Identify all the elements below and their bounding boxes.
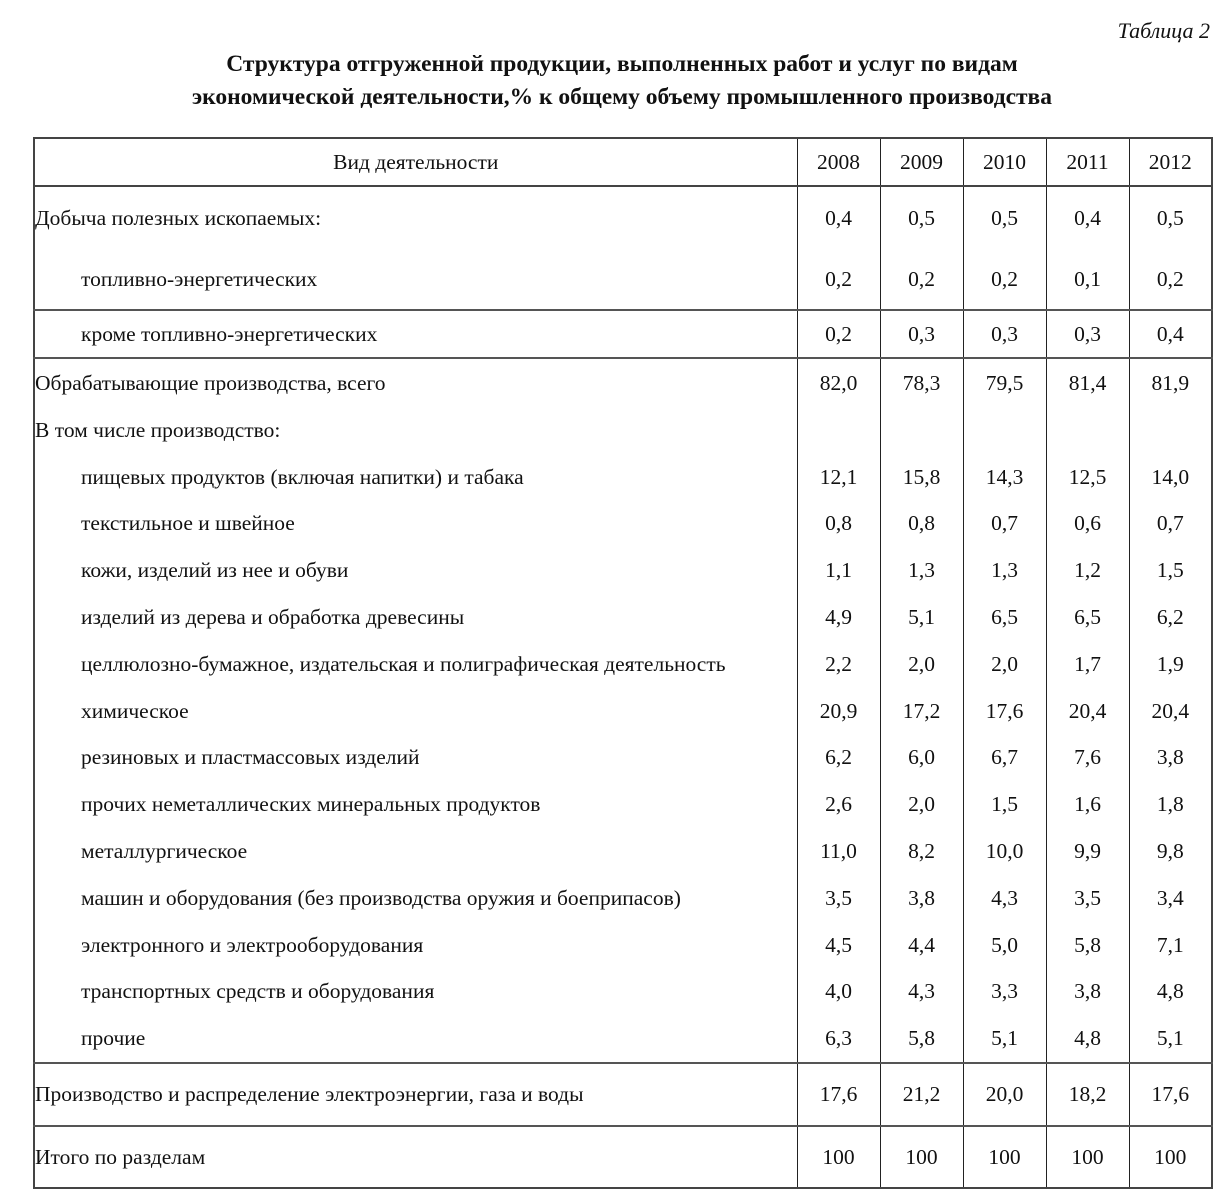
table-row	[34, 186, 1212, 249]
header-year: 2009	[880, 138, 963, 186]
row-value: 1,3	[963, 547, 1046, 594]
row-value: 100	[1046, 1126, 1129, 1188]
table-row	[34, 310, 1212, 358]
row-value: 0,1	[1046, 249, 1129, 310]
table-row	[34, 454, 1212, 501]
row-label: пищевых продуктов (включая напитки) и табака	[81, 464, 524, 489]
row-value: 1,2	[1046, 547, 1129, 594]
row-value: 81,9	[1129, 358, 1212, 407]
row-value: 4,3	[963, 875, 1046, 922]
row-value: 5,1	[963, 1015, 1046, 1063]
row-value: 3,8	[1129, 735, 1212, 782]
row-label: химическое	[81, 698, 189, 723]
row-value: 1,1	[797, 547, 880, 594]
row-value: 3,4	[1129, 875, 1212, 922]
row-value: 82,0	[797, 358, 880, 407]
table-row	[34, 828, 1212, 875]
header-activity: Вид деятельности	[34, 138, 797, 186]
row-value: 0,2	[1129, 249, 1212, 310]
row-label: металлургическое	[81, 839, 248, 864]
row-value: 0,7	[1129, 501, 1212, 548]
row-value: 17,6	[1129, 1063, 1212, 1126]
row-value: 81,4	[1046, 358, 1129, 407]
table-title-line-1: Структура отгруженной продукции, выполненных работ и услуг по видам	[226, 51, 1018, 77]
row-value: 5,0	[963, 922, 1046, 969]
row-value: 0,8	[797, 501, 880, 548]
row-value: 4,3	[880, 969, 963, 1016]
table-row	[34, 781, 1212, 828]
row-value: 79,5	[963, 358, 1046, 407]
row-value: 17,2	[880, 688, 963, 735]
table-row	[34, 969, 1212, 1016]
row-label: прочие	[34, 1015, 797, 1063]
row-value: 4,9	[797, 594, 880, 641]
row-value: 4,8	[1129, 969, 1212, 1016]
row-value: 3,5	[797, 875, 880, 922]
row-label: кроме топливно-энергетических	[34, 310, 797, 358]
row-value: 20,4	[1046, 688, 1129, 735]
table-row	[34, 688, 1212, 735]
row-value: 14,0	[1129, 454, 1212, 501]
row-value: 17,6	[797, 1063, 880, 1126]
row-label: машин и оборудования (без производства оружия и боеприпасов)	[81, 885, 681, 910]
row-value: 12,1	[797, 454, 880, 501]
table-row	[34, 735, 1212, 782]
table-row	[34, 358, 1212, 407]
table-row	[34, 407, 1212, 454]
header-year: 2012	[1129, 138, 1212, 186]
table-row	[34, 501, 1212, 548]
row-value: 11,0	[797, 828, 880, 875]
row-value: 3,5	[1046, 875, 1129, 922]
row-value: 14,3	[963, 454, 1046, 501]
row-value	[1129, 407, 1212, 454]
row-value: 9,9	[1046, 828, 1129, 875]
row-value: 2,2	[797, 641, 880, 688]
row-value: 1,5	[1129, 547, 1212, 594]
row-value: 100	[963, 1126, 1046, 1188]
row-value: 6,5	[963, 594, 1046, 641]
row-value: 78,3	[880, 358, 963, 407]
row-value: 0,2	[797, 249, 880, 310]
row-value: 6,2	[797, 735, 880, 782]
row-label: прочих неметаллических минеральных продуктов	[81, 792, 541, 817]
table-row	[34, 547, 1212, 594]
header-row	[34, 138, 1212, 186]
row-value: 21,2	[880, 1063, 963, 1126]
row-value: 100	[880, 1126, 963, 1188]
row-value: 17,6	[963, 688, 1046, 735]
row-value: 2,6	[797, 781, 880, 828]
row-value: 3,8	[880, 875, 963, 922]
row-value: 0,4	[1129, 310, 1212, 358]
header-year: 2011	[1046, 138, 1129, 186]
row-value: 2,0	[880, 781, 963, 828]
row-value: 0,3	[1046, 310, 1129, 358]
row-value	[963, 407, 1046, 454]
row-value: 1,6	[1046, 781, 1129, 828]
table-number: Таблица 2	[1117, 18, 1210, 43]
row-value: 20,4	[1129, 688, 1212, 735]
table-row	[34, 641, 1212, 688]
row-value: 0,5	[963, 186, 1046, 249]
row-value: 0,3	[880, 310, 963, 358]
table-title	[0, 48, 1230, 114]
table-row	[34, 1063, 1212, 1126]
row-value: 7,1	[1129, 922, 1212, 969]
row-label: кожи, изделий из нее и обуви	[81, 558, 349, 583]
row-value: 4,0	[797, 969, 880, 1016]
table-row	[34, 875, 1212, 922]
row-value: 1,8	[1129, 781, 1212, 828]
row-value: 5,8	[880, 1015, 963, 1063]
row-value: 6,2	[1129, 594, 1212, 641]
row-label: изделий из дерева и обработка древесины	[81, 605, 465, 630]
row-value: 7,6	[1046, 735, 1129, 782]
row-value: 1,5	[963, 781, 1046, 828]
row-value: 6,7	[963, 735, 1046, 782]
row-value: 5,1	[880, 594, 963, 641]
table-row	[34, 1015, 1212, 1063]
table-row	[34, 1126, 1212, 1188]
row-value: 0,2	[963, 249, 1046, 310]
row-value: 8,2	[880, 828, 963, 875]
row-value: 9,8	[1129, 828, 1212, 875]
row-value: 5,8	[1046, 922, 1129, 969]
row-value: 6,3	[797, 1015, 880, 1063]
row-value: 20,0	[963, 1063, 1046, 1126]
row-value: 0,7	[963, 501, 1046, 548]
row-label: Производство и распределение электроэнергии, газа и воды	[34, 1063, 797, 1126]
row-value: 2,0	[880, 641, 963, 688]
row-value: 0,6	[1046, 501, 1129, 548]
row-value: 1,7	[1046, 641, 1129, 688]
table-row	[34, 594, 1212, 641]
row-value: 0,4	[797, 186, 880, 249]
row-value: 100	[797, 1126, 880, 1188]
row-value: 20,9	[797, 688, 880, 735]
row-value: 0,2	[797, 310, 880, 358]
row-value: 10,0	[963, 828, 1046, 875]
row-value: 12,5	[1046, 454, 1129, 501]
row-value	[797, 407, 880, 454]
row-value: 4,8	[1046, 1015, 1129, 1063]
row-value: 0,5	[1129, 186, 1212, 249]
header-year: 2010	[963, 138, 1046, 186]
row-value: 100	[1129, 1126, 1212, 1188]
row-value: 3,8	[1046, 969, 1129, 1016]
data-table	[33, 137, 1213, 1189]
row-label: В том числе производство:	[35, 417, 281, 442]
table-row	[34, 922, 1212, 969]
row-label: текстильное и швейное	[81, 511, 295, 536]
row-value: 2,0	[963, 641, 1046, 688]
row-value: 3,3	[963, 969, 1046, 1016]
row-value	[1046, 407, 1129, 454]
row-value: 5,1	[1129, 1015, 1212, 1063]
row-value: 1,3	[880, 547, 963, 594]
row-label: Итого по разделам	[35, 1144, 206, 1169]
row-label: Обрабатывающие производства, всего	[35, 370, 386, 395]
row-value: 0,2	[880, 249, 963, 310]
row-label: транспортных средств и оборудования	[81, 979, 435, 1004]
row-value: 6,0	[880, 735, 963, 782]
header-year: 2008	[797, 138, 880, 186]
table-row	[34, 249, 1212, 310]
row-label: Добыча полезных ископаемых:	[35, 205, 322, 230]
row-value: 0,3	[963, 310, 1046, 358]
row-value: 18,2	[1046, 1063, 1129, 1126]
row-value: 4,4	[880, 922, 963, 969]
row-label: топливно-энергетических	[34, 249, 797, 310]
row-value: 6,5	[1046, 594, 1129, 641]
table-title-line-2: экономической деятельности,% к общему объему промышленного производства	[192, 84, 1052, 110]
row-label: резиновых и пластмассовых изделий	[81, 745, 420, 770]
row-value: 0,8	[880, 501, 963, 548]
row-label: целлюлозно-бумажное, издательская и полиграфическая деятельность	[81, 651, 726, 676]
row-value: 1,9	[1129, 641, 1212, 688]
row-value: 15,8	[880, 454, 963, 501]
row-value	[880, 407, 963, 454]
row-label: электронного и электрооборудования	[81, 932, 424, 957]
row-value: 4,5	[797, 922, 880, 969]
row-value: 0,4	[1046, 186, 1129, 249]
row-value: 0,5	[880, 186, 963, 249]
